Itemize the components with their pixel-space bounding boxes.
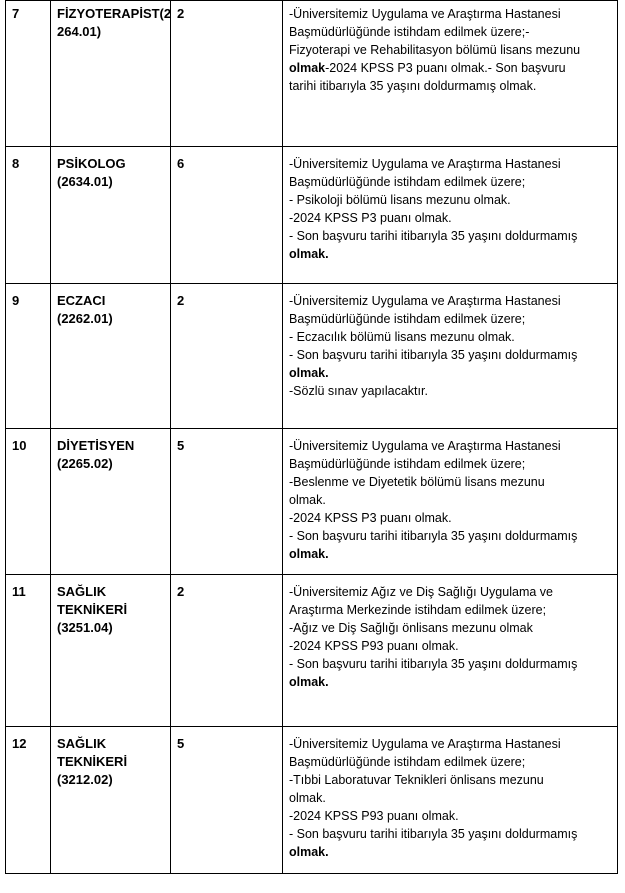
position-count: 6 xyxy=(171,147,283,284)
requirements xyxy=(283,1,618,147)
position-count: 2 xyxy=(171,284,283,429)
requirement-line: Araştırma Merkezinde istihdam edilmek üzere; xyxy=(289,603,547,617)
position-name: SAĞLIK TEKNİKERİ xyxy=(57,584,128,617)
position-count: 2 xyxy=(171,1,283,147)
requirement-line: - Son başvuru tarihi itibarıyla 35 yaşını doldurmamış xyxy=(289,348,578,362)
table-row xyxy=(6,147,618,284)
row-number: 7 xyxy=(6,1,51,147)
requirement-line: Başmüdürlüğünde istihdam edilmek üzere; xyxy=(289,312,526,326)
requirement-line: Fizyoterapi ve Rehabilitasyon bölümü lisans mezunu xyxy=(289,43,581,57)
position-title xyxy=(51,575,171,727)
requirements xyxy=(283,147,618,284)
position-title xyxy=(51,147,171,284)
requirement-line: -2024 KPSS P93 puanı olmak. xyxy=(289,639,459,653)
requirement-line: -2024 KPSS P3 puanı olmak. xyxy=(289,511,452,525)
requirement-line: -Beslenme ve Diyetetik bölümü lisans mezunu xyxy=(289,475,545,489)
requirement-line: -Üniversitemiz Uygulama ve Araştırma Hastanesi xyxy=(289,157,561,171)
position-name: ECZACI xyxy=(57,293,106,308)
table-row xyxy=(6,429,618,575)
position-title xyxy=(51,1,171,147)
requirement-line-bold: olmak. xyxy=(289,247,329,261)
requirement-line: -Üniversitemiz Uygulama ve Araştırma Hastanesi xyxy=(289,439,561,453)
position-title xyxy=(51,727,171,874)
requirements xyxy=(283,284,618,429)
requirements xyxy=(283,575,618,727)
position-count: 5 xyxy=(171,727,283,874)
requirement-line: olmak. xyxy=(289,791,326,805)
bold-text: olmak xyxy=(289,61,326,75)
row-number: 8 xyxy=(6,147,51,284)
requirements xyxy=(283,429,618,575)
position-name: DİYETİSYEN xyxy=(57,438,135,453)
requirement-line-bold: olmak. xyxy=(289,675,329,689)
row-number: 10 xyxy=(6,429,51,575)
row-number: 11 xyxy=(6,575,51,727)
table-row xyxy=(6,1,618,147)
requirement-line: -Tıbbi Laboratuvar Teknikleri önlisans mezunu xyxy=(289,773,544,787)
requirement-line-bold: olmak. xyxy=(289,366,329,380)
requirement-line: - Son başvuru tarihi itibarıyla 35 yaşını doldurmamış xyxy=(289,657,578,671)
requirement-line: Başmüdürlüğünde istihdam edilmek üzere;- xyxy=(289,25,530,39)
requirement-line: Başmüdürlüğünde istihdam edilmek üzere; xyxy=(289,457,526,471)
requirement-line: -2024 KPSS P3 puanı olmak. xyxy=(289,211,452,225)
table-row xyxy=(6,575,618,727)
requirement-text: -2024 KPSS P3 puanı olmak.- Son başvuru xyxy=(325,61,566,75)
requirement-line xyxy=(289,59,611,77)
requirement-line: -Ağız ve Diş Sağlığı önlisans mezunu olmak xyxy=(289,621,533,635)
requirement-line: -2024 KPSS P93 puanı olmak. xyxy=(289,809,459,823)
position-code: (3251.04) xyxy=(57,620,113,635)
requirement-line: -Üniversitemiz Uygulama ve Araştırma Hastanesi xyxy=(289,294,561,308)
requirement-line-bold: olmak. xyxy=(289,547,329,561)
row-number: 9 xyxy=(6,284,51,429)
requirement-line: - Psikoloji bölümü lisans mezunu olmak. xyxy=(289,193,511,207)
position-name: PSİKOLOG xyxy=(57,156,126,171)
position-code: (2265.02) xyxy=(57,456,113,471)
position-title xyxy=(51,429,171,575)
position-name: FİZYOTERAPİST(2 xyxy=(57,6,172,21)
position-title xyxy=(51,284,171,429)
requirement-line: -Üniversitemiz Ağız ve Diş Sağlığı Uygulama ve xyxy=(289,585,553,599)
requirement-line: -Üniversitemiz Uygulama ve Araştırma Hastanesi xyxy=(289,7,561,21)
requirement-line-bold: olmak. xyxy=(289,845,329,859)
requirement-line: - Eczacılık bölümü lisans mezunu olmak. xyxy=(289,330,515,344)
requirements xyxy=(283,727,618,874)
positions-table xyxy=(5,0,618,874)
position-code: (2634.01) xyxy=(57,174,113,189)
requirement-line: olmak. xyxy=(289,493,326,507)
requirement-line: - Son başvuru tarihi itibarıyla 35 yaşını doldurmamış xyxy=(289,529,578,543)
requirement-line: - Son başvuru tarihi itibarıyla 35 yaşını doldurmamış xyxy=(289,229,578,243)
requirement-line: tarihi itibarıyla 35 yaşını doldurmamış olmak. xyxy=(289,79,537,93)
row-number: 12 xyxy=(6,727,51,874)
table-row xyxy=(6,284,618,429)
requirement-line: -Üniversitemiz Uygulama ve Araştırma Hastanesi xyxy=(289,737,561,751)
requirement-line: Başmüdürlüğünde istihdam edilmek üzere; xyxy=(289,755,526,769)
position-code: (2262.01) xyxy=(57,311,113,326)
position-count: 2 xyxy=(171,575,283,727)
position-code: (3212.02) xyxy=(57,772,113,787)
position-code: 264.01) xyxy=(57,24,102,39)
position-count: 5 xyxy=(171,429,283,575)
table-row xyxy=(6,727,618,874)
requirement-line: -Sözlü sınav yapılacaktır. xyxy=(289,384,428,398)
requirement-line: - Son başvuru tarihi itibarıyla 35 yaşını doldurmamış xyxy=(289,827,578,841)
requirement-line: Başmüdürlüğünde istihdam edilmek üzere; xyxy=(289,175,526,189)
position-name: SAĞLIK TEKNİKERİ xyxy=(57,736,128,769)
